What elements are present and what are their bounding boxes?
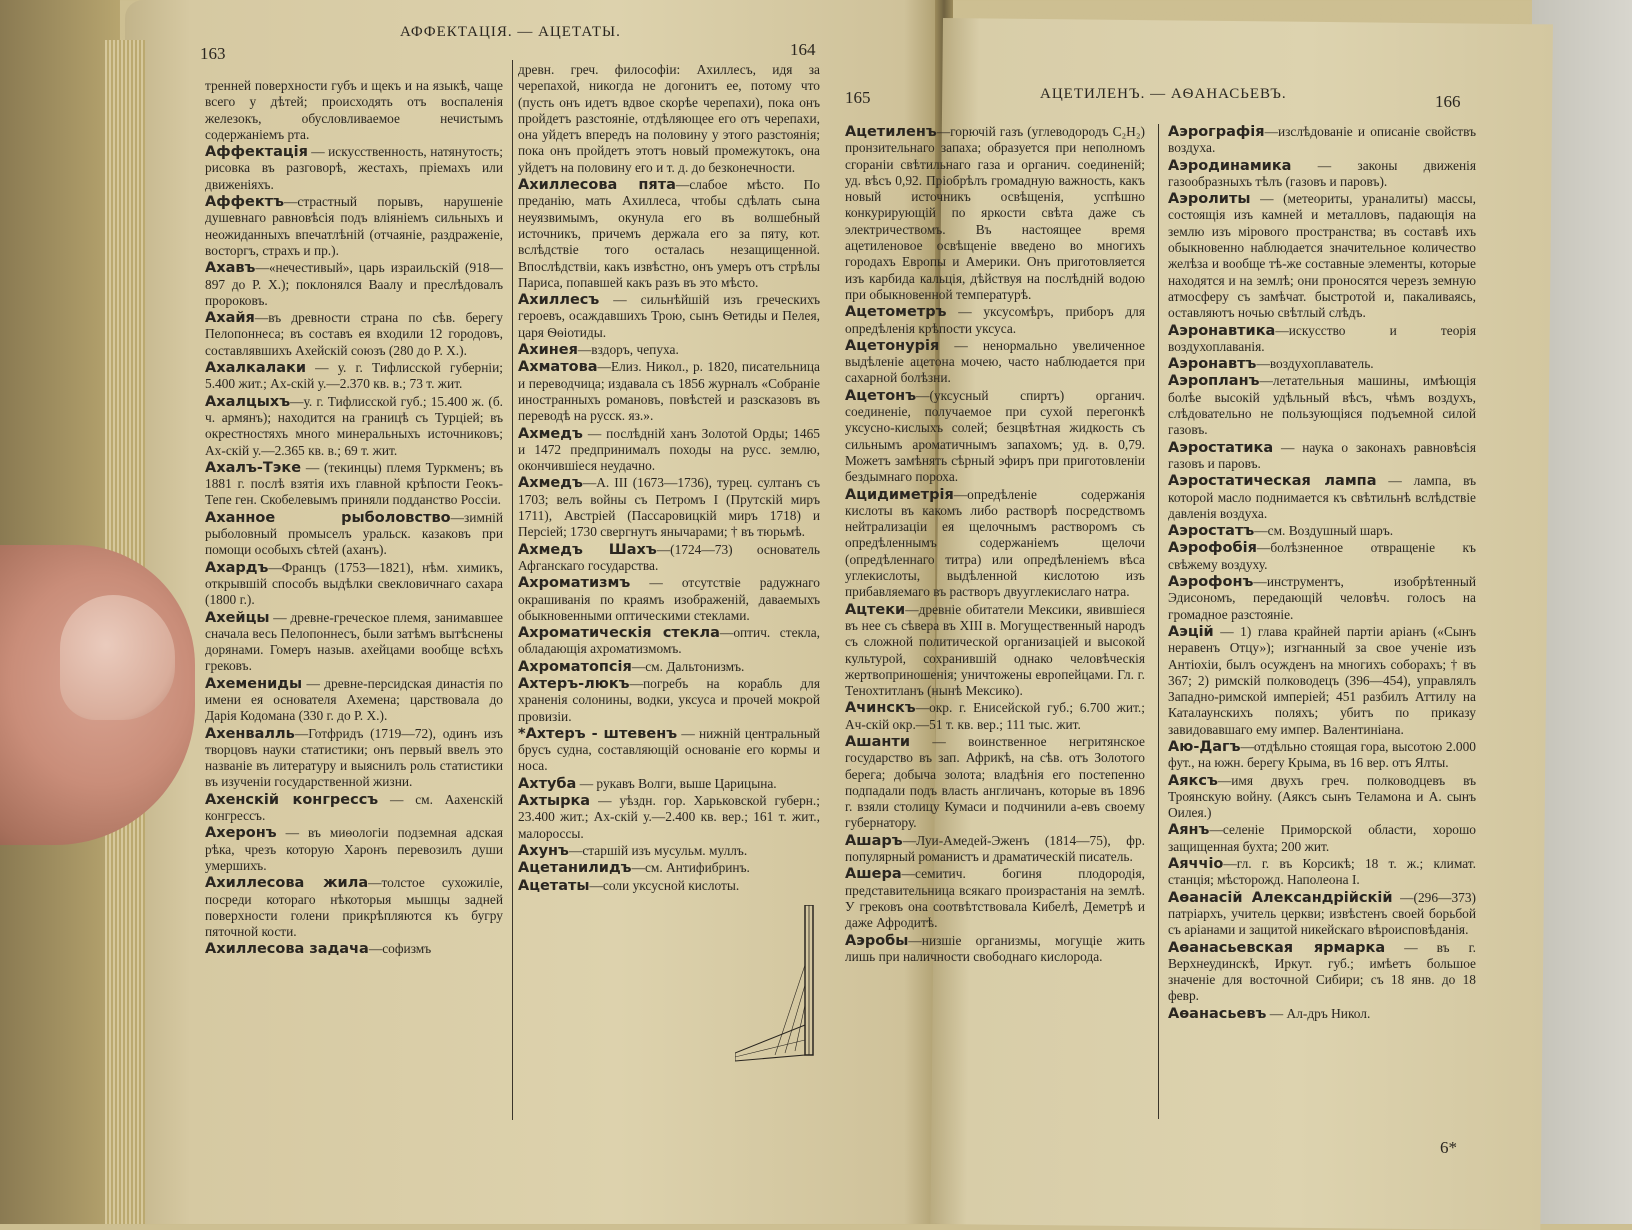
entry-definition: —Францъ (1753—1821), нѣм. химикъ, открывшій способъ выдѣлки свекловичнаго сахара (1800 г.). bbox=[205, 559, 503, 608]
entry-headword: Аяксъ bbox=[1168, 772, 1218, 789]
entry-headword: Ахалкалаки bbox=[205, 360, 307, 377]
dictionary-entry bbox=[1168, 940, 1476, 1005]
entry-headword: Ахиллесъ bbox=[518, 292, 600, 309]
entry-headword: Ацтеки bbox=[845, 601, 906, 618]
entry-headword: Ахмедъ bbox=[518, 475, 583, 492]
entry-definition: —селеніе Приморской области, хорошо защищенная бухта; 200 жит. bbox=[1168, 822, 1476, 854]
dictionary-entry bbox=[518, 359, 820, 424]
entry-definition: — ненормально увеличенное выдѣленіе ацетона мочею, часто наблюдается при сахарной болѣзни. bbox=[845, 337, 1145, 386]
entry-definition: —опредѣленіе содержанія кислоты въ какомъ либо растворѣ посредствомъ нейтрализаціи ея щелочнымъ растворомъ съ опредѣленнымъ содержаніемъ щелочи (опредѣленнаго титра) или опредѣленіемъ вѣса углекислоты, выдѣленной кислотою изъ прибавляемаго въ растворъ двууглекислаго натра. bbox=[845, 486, 1145, 600]
dictionary-entry bbox=[845, 487, 1145, 601]
entry-headword: Ахтырка bbox=[518, 793, 591, 810]
entry-definition: — въ г. Верхнеудинскѣ, Иркут. губ.; имѣетъ большое значеніе для восточной Сибири; съ 18 янв. до 18 февр. bbox=[1168, 939, 1476, 1004]
entry-definition: —окр. г. Енисейской губ.; 6.700 жит.; Ач-скій окр.—51 т. кв. вер.; 111 тыс. жит. bbox=[845, 700, 1145, 732]
entry-definition: — 1) глава крайней партіи аріанъ («Сынъ неравенъ Отцу»); изгнанный за свое ученіе изъ Антіохіи, былъ осужденъ на многихъ соборахъ; † въ 367; 2) римскій полководецъ (396—454), управлялъ Западно-римской имперіей; 451 разбилъ Аттилу на Каталаунскихъ поляхъ; убитъ по приказу завидовавшаго ему импер. Валентиніана. bbox=[1168, 623, 1476, 737]
entry-definition: —изслѣдованіе и описаніе свойствъ воздуха. bbox=[1168, 124, 1476, 156]
entry-headword: Аэцій bbox=[1168, 623, 1214, 640]
entry-headword: Ахунъ bbox=[518, 842, 569, 859]
dictionary-entry bbox=[205, 941, 503, 957]
entry-headword: Ахроматопсія bbox=[518, 658, 632, 675]
dictionary-entry bbox=[518, 625, 820, 658]
entry-headword: Аэростатическая лампа bbox=[1168, 473, 1377, 490]
entry-headword: Ахтеръ-люкъ bbox=[518, 675, 630, 692]
entry-definition: —горючій газъ (углеводородъ C₂H₂) пронзительнаго запаха; образуется при неполномъ сгораніи свѣтильнаго газа и органич. соединеній; уд. вѣсъ 0,92. Пріобрѣлъ громадную важность, какъ новый источникъ освѣщенія, успѣшно конкурирующій по яркости свѣта даже съ электричествомъ. Въ настоящее время ацетиленовое освѣщеніе введено во многихъ городахъ Европы и Америки. Онъ приготовляется изъ карбида кальція, дѣйствуя на послѣдній водою при обыкновенной температурѣ. bbox=[845, 124, 1145, 302]
entry-definition: — (метеориты, ураналиты) массы, состоящія изъ камней и металловъ, падающія на землю изъ мірового пространства; въ составѣ ихъ обыкновенно наблюдается значительное количество желѣза и вообще тѣ-же составные элементы, которые находятся и на землѣ; они проносятся черезъ земную атмосферу съ замѣчат. быстротой и, пакаливаясь, оставляютъ ночью свѣтлый слѣдъ. bbox=[1168, 191, 1476, 321]
entry-definition: — сильнѣйшій изъ греческихъ героевъ, осаждавшихъ Трою, сынъ Ѳетиды и Пелея, царя Ѳѳіотиды. bbox=[518, 292, 820, 340]
dictionary-entry bbox=[205, 78, 503, 143]
entry-headword: Аѳанасьевъ bbox=[1168, 1005, 1267, 1022]
signature-mark: 6* bbox=[1440, 1138, 1457, 1157]
dictionary-entry bbox=[1168, 574, 1476, 623]
entry-definition: — Ал-дръ Никол. bbox=[1266, 1005, 1371, 1021]
entry-headword: Аэронавтика bbox=[1168, 322, 1276, 339]
entry-headword: Аэропланъ bbox=[1168, 373, 1260, 390]
entry-headword: Аэростатика bbox=[1168, 439, 1274, 456]
dictionary-entry bbox=[1168, 523, 1476, 539]
entry-definition: —искусство и теорія воздухоплаванія. bbox=[1168, 322, 1476, 354]
dictionary-entry bbox=[1168, 540, 1476, 573]
entry-headword: Ацетаты bbox=[518, 877, 590, 894]
dictionary-entry bbox=[1168, 440, 1476, 473]
entry-headword: Аяччіо bbox=[1168, 856, 1224, 873]
entry-definition: —вздоръ, чепуха. bbox=[577, 342, 679, 358]
entry-headword: Ацетометръ bbox=[845, 304, 947, 321]
page-number-164: 164 bbox=[790, 40, 816, 59]
dictionary-entry bbox=[205, 194, 503, 259]
dictionary-entry bbox=[1168, 1006, 1476, 1022]
entry-definition: — рукавъ Волги, выше Царицына. bbox=[576, 775, 777, 791]
dictionary-entry bbox=[845, 933, 1145, 966]
entry-headword: Ашера bbox=[845, 866, 902, 883]
dictionary-entry bbox=[845, 388, 1145, 486]
entry-definition: —старшій изъ мусульм. муллъ. bbox=[568, 842, 748, 858]
entry-definition: —семитич. богиня плодородія, представительница всякаго произрастанія на землѣ. У грековъ она соотвѣтствовала Кибелѣ, Деметрѣ и даже Афродитѣ. bbox=[845, 866, 1145, 931]
entry-headword: Аффектъ bbox=[205, 194, 284, 211]
entry-headword: Ацетонъ bbox=[845, 387, 917, 404]
entry-definition: — послѣдній ханъ Золотой Орды; 1465 и 1472 предпринималъ походы на русс. землю, окончившіеся неудачно. bbox=[518, 425, 820, 474]
dictionary-entry bbox=[845, 124, 1145, 303]
dictionary-entry bbox=[518, 676, 820, 725]
dictionary-entry bbox=[518, 726, 820, 775]
entry-headword: Ахемениды bbox=[205, 675, 303, 692]
dictionary-entry bbox=[1168, 856, 1476, 889]
entry-definition: —отдѣльно стоящая гора, высотою 2.000 фут., на южн. берегу Крыма, въ 16 вер. отъ Ялты. bbox=[1168, 738, 1476, 771]
dictionary-entry bbox=[1168, 356, 1476, 372]
dictionary-entry bbox=[518, 292, 820, 341]
entry-headword: Ахроматизмъ bbox=[518, 575, 631, 592]
dictionary-entry bbox=[518, 575, 820, 624]
entry-definition: — воинственное негритянское государство въ зап. Африкѣ, на сѣв. отъ Золотого берега; добыча золота; владѣнія его постепенно подпадали подъ власть англичанъ, которые въ 1896 г. взяли столицу Кумаси и подчинили а-евъ своему губернатору. bbox=[845, 733, 1145, 831]
entry-definition: —соли уксусной кислоты. bbox=[589, 877, 740, 893]
entry-headword: Аффектація bbox=[205, 144, 308, 161]
entry-headword: Ахмедъ Шахъ bbox=[518, 541, 657, 558]
dictionary-entry bbox=[845, 304, 1145, 337]
entry-headword: Аэрофобія bbox=[1168, 540, 1257, 557]
entry-definition: — въ миѳологіи подземная адская рѣка, чрезъ которую Харонъ перевозилъ души умершихъ. bbox=[205, 825, 503, 873]
entry-headword: Ахиллесова жила bbox=[205, 875, 369, 892]
entry-definition: —погребъ на корабль для храненія солонины, водки, уксуса и прочей мокрой провизіи. bbox=[518, 675, 820, 724]
entry-headword: Ахроматическія стекла bbox=[518, 625, 720, 642]
dictionary-entry bbox=[845, 866, 1145, 931]
entry-headword: Ахеронъ bbox=[205, 825, 277, 842]
dictionary-entry bbox=[518, 878, 820, 894]
dictionary-entry bbox=[518, 793, 820, 842]
entry-definition: —оптич. стекла, обладающія ахроматизмомъ. bbox=[518, 625, 820, 657]
dictionary-entry bbox=[1168, 473, 1476, 522]
entry-definition: — см. Аахенскій конгрессъ. bbox=[205, 791, 503, 824]
entry-definition: —древніе обитатели Мексики, явившіеся въ нее съ сѣвера въ XIII в. Могущественный народъ съ сложной политической организаціей и высокой культурой, сохранившій однако человѣческія жертвоприношенія; уничтожены европейцами. Гл. г. Тенохтитланъ (нынѣ Мексико). bbox=[845, 601, 1145, 699]
dictionary-entry bbox=[845, 700, 1145, 733]
dictionary-entry bbox=[205, 460, 503, 509]
thumbnail-nail bbox=[60, 595, 175, 720]
entry-headword: Аэродинамика bbox=[1168, 157, 1292, 174]
dictionary-entry bbox=[845, 602, 1145, 700]
dictionary-entry bbox=[845, 734, 1145, 832]
dictionary-entry bbox=[1168, 191, 1476, 321]
entry-definition: —«нечестивый», царь израильскій (918—897 до Р. Х.); поклонялся Ваалу и преслѣдовалъ пророковъ. bbox=[205, 260, 503, 308]
entry-definition: —зимній рыболовный промыселъ уральск. казаковъ при помощи особыхъ сѣтей (аханъ). bbox=[205, 509, 503, 558]
dictionary-entry bbox=[205, 144, 503, 193]
entry-definition: — наука о законахъ равновѣсія газовъ и паровъ. bbox=[1168, 439, 1476, 471]
entry-headword: Ахалъ-Тэке bbox=[205, 459, 302, 476]
dictionary-entry bbox=[518, 659, 820, 675]
entry-definition: — нижній центральный брусъ судна, составляющій основаніе его кормы и носа. bbox=[518, 725, 820, 774]
entry-definition: — древне-персидская династія по имени ея основателя Ахемена; царствовала до Дарія Кодомана (330 г. до Р. Х.). bbox=[205, 675, 503, 724]
dictionary-entry bbox=[205, 875, 503, 940]
entry-definition: — уксусомѣръ, приборъ для опредѣленія крѣпости уксуса. bbox=[845, 304, 1145, 336]
entry-definition: —Готфридъ (1719—72), одинъ изъ творцовъ науки статистики; онъ первый ввелъ это названіе въ литературу и выяснилъ роль статистики въ изученіи государственной жизни. bbox=[205, 725, 503, 790]
dictionary-entry bbox=[205, 360, 503, 393]
dictionary-entry bbox=[1168, 373, 1476, 438]
entry-definition: —см. Антифибринъ. bbox=[631, 860, 750, 876]
entry-definition: —(296—373) патріархъ, учитель церкви; извѣстенъ своей борьбой съ аріанами и защитой никейскаго вѣроисповѣданія. bbox=[1168, 889, 1476, 938]
dictionary-entry bbox=[1168, 323, 1476, 356]
entry-definition: тренней поверхности губъ и щекъ и на языкѣ, чаще всего у дѣтей; происходять отъ воспаленія железокъ, обусловливаемое нечистымъ содержаніемъ рта. bbox=[205, 78, 503, 142]
left-page-column-1 bbox=[205, 78, 503, 1118]
entry-definition: — отсутствіе радужнаго окрашиванія по краямъ изображеній, даваемыхъ обыкновенными оптическими стеклами. bbox=[518, 575, 820, 623]
entry-definition: —инструментъ, изобрѣтенный Эдисономъ, передающій человѣч. голосъ на громадное разстояніе. bbox=[1168, 574, 1476, 622]
dictionary-entry bbox=[845, 833, 1145, 866]
entry-definition: —болѣзненное отвращеніе къ свѣжему воздуху. bbox=[1168, 540, 1476, 572]
entry-definition: —гл. г. въ Корсикѣ; 18 т. ж.; климат. станція; мѣсторожд. Наполеона I. bbox=[1168, 856, 1476, 888]
dictionary-entry bbox=[205, 310, 503, 359]
entry-definition: —имя двухъ греч. полководцевъ въ Троянскую войну. (Аяксъ сынъ Теламона и А. сынъ Оилея.) bbox=[1168, 772, 1476, 821]
dictionary-entry bbox=[1168, 624, 1476, 738]
left-spread-header: АФФЕКТАЦІЯ. — АЦЕТАТЫ. bbox=[400, 24, 621, 40]
dictionary-entry bbox=[205, 394, 503, 459]
entry-definition: —Луи-Амедей-Эженъ (1814—75), фр. популярный романистъ и драматическій писатель. bbox=[845, 832, 1145, 865]
entry-definition: — у. г. Тифлисской губерніи; 5.400 жит.; Ах-скій у.—2.370 кв. в.; 73 т. жит. bbox=[205, 360, 503, 392]
dictionary-entry bbox=[518, 475, 820, 540]
page-number-166: 166 bbox=[1435, 92, 1461, 111]
dictionary-entry bbox=[518, 542, 820, 575]
entry-definition: —низшіе организмы, могущіе жить лишь при наличности свободнаго кислорода. bbox=[845, 932, 1145, 964]
dictionary-entry bbox=[518, 62, 820, 176]
dictionary-entry bbox=[205, 610, 503, 675]
entry-headword: *Ахтеръ - штевенъ bbox=[518, 725, 678, 742]
entry-definition: —(1724—73) основатель Афганскаго государства. bbox=[518, 541, 820, 573]
dictionary-entry bbox=[205, 726, 503, 791]
dictionary-entry bbox=[1168, 124, 1476, 157]
entry-headword: Ацетанилидъ bbox=[518, 860, 632, 877]
dictionary-entry bbox=[518, 843, 820, 859]
entry-definition: —Елиз. Никол., р. 1820, писательница и переводчица; издавала съ 1856 журналъ «Собраніе иностранныхъ романовъ, повѣстей и разсказовъ въ переводѣ на русск. яз.». bbox=[518, 359, 820, 424]
entry-definition: — искусственность, натянутость; рисовка въ разговорѣ, жестахъ, пріемахъ или движеніяхъ. bbox=[205, 144, 503, 192]
entry-definition: — (текинцы) племя Туркменъ; въ 1881 г. послѣ взятія ихъ главной крѣпости Геокъ-Тепе ген. Скобелевымъ приняли подданство Россіи. bbox=[205, 459, 503, 508]
dictionary-entry bbox=[205, 676, 503, 725]
entry-headword: Аэрографія bbox=[1168, 124, 1265, 140]
entry-headword: Аханное рыболовство bbox=[205, 509, 451, 526]
entry-headword: Аѳанасьевская ярмарка bbox=[1168, 939, 1386, 956]
entry-headword: Аэронавтъ bbox=[1168, 356, 1257, 373]
entry-definition: —въ древности страна по сѣв. берегу Пелопоннеса; въ составъ ея входили 12 городовъ, составлявшихъ Ахейскій союзъ (280 до Р. Х.). bbox=[205, 310, 503, 358]
right-spread-header: АЦЕТИЛЕНЪ. — АѲАНАСЬЕВЪ. bbox=[1040, 86, 1287, 102]
entry-headword: Ашанти bbox=[845, 733, 910, 750]
dictionary-entry bbox=[1168, 822, 1476, 855]
entry-headword: Аю-Дагъ bbox=[1168, 738, 1241, 755]
dictionary-entry bbox=[845, 338, 1145, 387]
entry-headword: Ацетонурія bbox=[845, 337, 940, 354]
entry-definition: —страстный порывъ, нарушеніе душевнаго равновѣсія подъ вліяніемъ сильныхъ и неожиданныхъ впечатлѣній (отчаяніе, раздраженіе, восторгъ, страхъ и пр.). bbox=[205, 194, 503, 258]
entry-definition: —софизмъ bbox=[368, 941, 432, 957]
entry-headword: Ашаръ bbox=[845, 832, 903, 849]
entry-definition: — древне-греческое племя, занимавшее сначала весь Пелопоннесъ, были затѣмъ вытѣснены дорянами. Гомеръ назыв. ахейцами вообще всѣхъ грековъ. bbox=[205, 609, 503, 674]
entry-definition: древн. греч. философіи: Ахиллесъ, идя за черепахой, никогда не догонитъ ее, потому что (пусть онъ идетъ вдвое скорѣе черепахи), пока онъ пройдетъ разстояніе, отдѣляющее его отъ черепахи, она уйдетъ впередъ на половину у этого разстоянія; пока онъ пройдетъ этотъ новый промежутокъ, она уйдетъ на половину его и т. д. до безконечности. bbox=[518, 62, 820, 175]
right-page-column-2 bbox=[1168, 124, 1476, 1119]
entry-headword: Ахавъ bbox=[205, 260, 256, 277]
page-number-163: 163 bbox=[200, 44, 226, 63]
entry-definition: — законы движенія газообразныхъ тѣлъ (газовъ и паровъ). bbox=[1168, 157, 1476, 189]
entry-definition: —А. III (1673—1736), турец. султанъ съ 1703; велъ войны съ Петромъ I (Прутскій миръ 1711), Австріей (Пассаровицкій миръ 1718) и Персіей; 1730 свергнутъ янычарами; † въ тюрьмѣ. bbox=[518, 475, 820, 540]
entry-definition: — лампа, въ которой масло поднимается къ свѣтильнѣ вслѣдствіе давленія воздуха. bbox=[1168, 473, 1476, 521]
dictionary-entry bbox=[518, 177, 820, 291]
entry-headword: Аэролиты bbox=[1168, 191, 1251, 208]
entry-headword: Ахмедъ bbox=[518, 425, 583, 442]
dictionary-entry bbox=[205, 260, 503, 309]
column-rule bbox=[512, 60, 513, 1120]
entry-definition: —(уксусный спиртъ) органич. соединеніе, получаемое при сухой перегонкѣ уксусно-кислыхъ солей; безцвѣтная жидкость съ сильнымъ ароматичнымъ запахомъ; уд. в. 0,79. Можетъ замѣнять сѣрный эфиръ при приготовленіи бездымнаго пороха. bbox=[845, 387, 1145, 485]
dictionary-entry bbox=[1168, 773, 1476, 822]
entry-headword: Ахейцы bbox=[205, 609, 270, 626]
entry-definition: —толстое сухожиліе, посреди котораго нѣкоторыя мышцы задней поверхности голени прикрѣпляются къ бугру пяточной кости. bbox=[205, 875, 503, 940]
dictionary-entry bbox=[518, 342, 820, 358]
entry-headword: Ахиллесова задача bbox=[205, 941, 369, 958]
dictionary-entry bbox=[518, 776, 820, 792]
entry-headword: Аѳанасій Александрійскій bbox=[1168, 889, 1393, 906]
entry-definition: —см. Воздушный шаръ. bbox=[1254, 523, 1394, 539]
entry-headword: Ахинея bbox=[518, 342, 578, 359]
entry-definition: —слабое мѣсто. По преданію, мать Ахиллеса, чтобы сдѣлать сына неуязвимымъ, окунула его въ волшебный источникъ, причемъ держала его за пяту, кот. вслѣдствіе того осталась незащищенной. Впослѣдствіи, какъ извѣстно, онъ умеръ отъ стрѣлы Париса, попавшей какъ разъ въ это мѣсто. bbox=[518, 177, 820, 290]
entry-headword: Ахматова bbox=[518, 359, 598, 376]
entry-headword: Ахенскій конгрессъ bbox=[205, 791, 379, 808]
entry-definition: — уѣздн. гор. Харьковской губерн.; 23.400 жит.; Ах-скій у.—2.400 кв. вер.; 161 т. жит., малороссы. bbox=[518, 793, 820, 841]
dictionary-entry bbox=[1168, 890, 1476, 939]
entry-headword: Ахтуба bbox=[518, 775, 577, 792]
page-number-165: 165 bbox=[845, 88, 871, 107]
dictionary-entry bbox=[518, 860, 820, 876]
column-rule bbox=[1158, 124, 1159, 1119]
dictionary-entry bbox=[205, 510, 503, 559]
sternpost-illustration bbox=[735, 905, 821, 1065]
entry-definition: —воздухоплаватель. bbox=[1256, 356, 1374, 372]
entry-headword: Ахиллесова пята bbox=[518, 177, 676, 194]
entry-headword: Аэрофонъ bbox=[1168, 574, 1254, 591]
right-page-column-1 bbox=[845, 124, 1145, 1119]
dictionary-entry bbox=[518, 426, 820, 475]
entry-headword: Ачинскъ bbox=[845, 700, 916, 717]
dictionary-entry bbox=[1168, 158, 1476, 191]
entry-definition: —летательныя машины, имѣющія болѣе высокій удѣльный вѣсъ, чѣмъ воздухъ, слѣдовательно не пользующіяся подъемной силой газовъ. bbox=[1168, 373, 1476, 438]
dictionary-entry bbox=[205, 560, 503, 609]
entry-headword: Ахардъ bbox=[205, 559, 269, 576]
entry-headword: Ацетиленъ bbox=[845, 124, 937, 140]
entry-headword: Ахенвалль bbox=[205, 725, 295, 742]
dictionary-entry bbox=[1168, 739, 1476, 772]
entry-headword: Ахайя bbox=[205, 310, 255, 327]
entry-headword: Ахалцыхъ bbox=[205, 393, 291, 410]
entry-headword: Аэростатъ bbox=[1168, 523, 1255, 540]
entry-definition: —у. г. Тифлисской губ.; 15.400 ж. (б. ч. армянъ); находится на границѣ съ Турціей; въ окрестностяхъ много минеральныхъ источниковъ; Ах-скій у.—2.365 кв. в.; 69 т. жит. bbox=[205, 393, 503, 458]
entry-headword: Ацидиметрія bbox=[845, 486, 954, 503]
entry-headword: Аэробы bbox=[845, 932, 909, 949]
entry-definition: —см. Дальтонизмъ. bbox=[631, 658, 745, 674]
entry-headword: Аянъ bbox=[1168, 822, 1210, 839]
dictionary-entry bbox=[205, 825, 503, 874]
dictionary-entry bbox=[205, 792, 503, 825]
